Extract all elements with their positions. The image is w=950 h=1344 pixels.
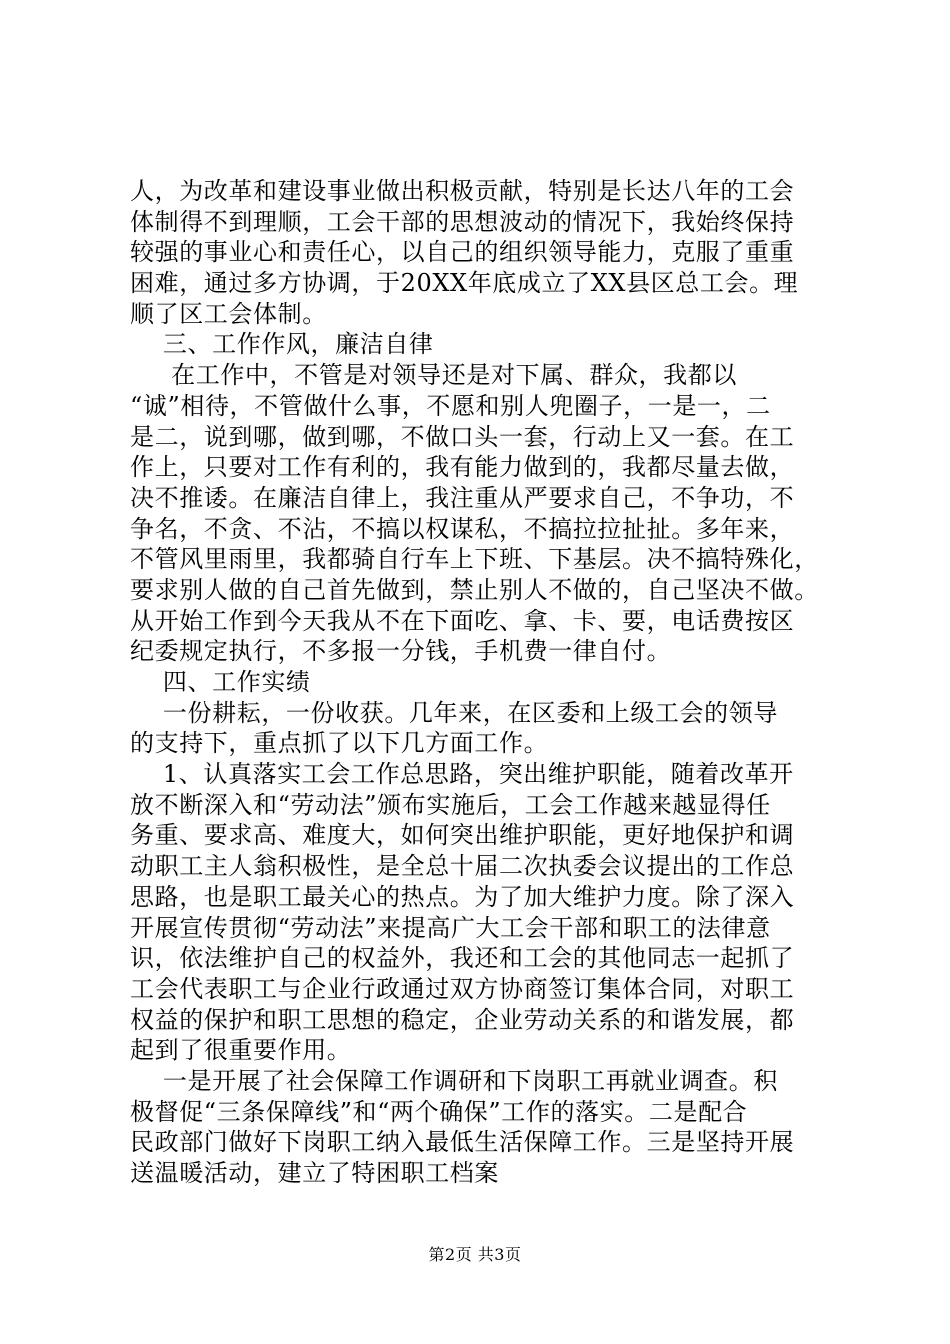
text-line: 一份耕耘，一份收获。几年来，在区委和上级工会的领导 <box>130 698 778 727</box>
text-line: 动职工主人翁积极性，是全总十届二次执委会议提出的工作总 <box>130 852 795 881</box>
text-line: 极督促“三条保障线”和“两个确保”工作的落实。二是配合 <box>130 1097 748 1126</box>
text-line: 四、工作实绩 <box>130 668 311 696</box>
text-line: 决不推诿。在廉洁自律上，我注重从严要求自己，不争功，不 <box>130 483 795 512</box>
text-line: 困难，通过多方协调，于20XX年底成立了XX县区总工会。理 <box>130 269 799 298</box>
text-line: 顺了区工会体制。 <box>130 299 327 328</box>
text-line: “诚”相待，不管做什么事，不愿和别人兜圈子，一是一，二 <box>130 391 771 420</box>
text-line: 一是开展了社会保障工作调研和下岗职工再就业调查。积 <box>130 1066 778 1095</box>
text-line: 三、工作作风，廉洁自律 <box>130 330 434 359</box>
text-line: 起到了很重要作用。 <box>130 1036 352 1065</box>
text-line: 不管风里雨里，我都骑自行车上下班、下基层。决不搞特殊化， <box>130 545 819 574</box>
text-line: 在工作中，不管是对领导还是对下属、群众，我都以 <box>130 361 737 390</box>
text-line: 较强的事业心和责任心，以自己的组织领导能力，克服了重重 <box>130 238 795 267</box>
text-line: 民政部门做好下岗职工纳入最低生活保障工作。三是坚持开展 <box>130 1128 795 1157</box>
text-line: 是二，说到哪，做到哪，不做口头一套，行动上又一套。在工 <box>130 422 795 451</box>
text-line: 人，为改革和建设事业做出积极贡献，特别是长达八年的工会 <box>130 177 795 205</box>
text-line: 的支持下，重点抓了以下几方面工作。 <box>130 729 549 758</box>
text-line: 争名，不贪、不沾，不搞以权谋私，不搞拉拉扯扯。多年来， <box>130 514 795 543</box>
document-body <box>130 176 840 1189</box>
text-line: 要求别人做的自己首先做到，禁止别人不做的，自己坚决不做。 <box>130 575 819 604</box>
page-footer: 第2页 共3页 <box>428 1245 522 1264</box>
text-line: 放不断深入和“劳动法”颁布实施后，工会工作越来越显得任 <box>130 790 771 819</box>
text-line: 开展宣传贯彻“劳动法”来提高广大工会干部和职工的法律意 <box>130 913 771 942</box>
text-line: 作上，只要对工作有利的，我有能力做到的，我都尽量去做， <box>130 453 795 482</box>
text-line: 1、认真落实工会工作总思路，突出维护职能，随着改革开 <box>130 760 794 789</box>
text-line: 思路，也是职工最关心的热点。为了加大维护力度。除了深入 <box>130 882 795 911</box>
text-line: 务重、要求高、难度大，如何突出维护职能，更好地保护和调 <box>130 821 795 850</box>
text-line: 体制得不到理顺，工会干部的思想波动的情况下，我始终保持 <box>130 207 795 236</box>
text-line: 从开始工作到今天我从不在下面吃、拿、卡、要，电话费按区 <box>130 606 795 635</box>
text-line: 送温暖活动，建立了特困职工档案 <box>130 1159 499 1187</box>
text-line: 识，依法维护自己的权益外，我还和工会的其他同志一起抓了 <box>130 944 795 973</box>
text-line: 工会代表职工与企业行政通过双方协商签订集体合同，对职工 <box>130 974 795 1003</box>
text-line: 纪委规定执行，不多报一分钱，手机费一律自付。 <box>130 637 672 666</box>
text-line: 权益的保护和职工思想的稳定，企业劳动关系的和谐发展，都 <box>130 1005 795 1034</box>
